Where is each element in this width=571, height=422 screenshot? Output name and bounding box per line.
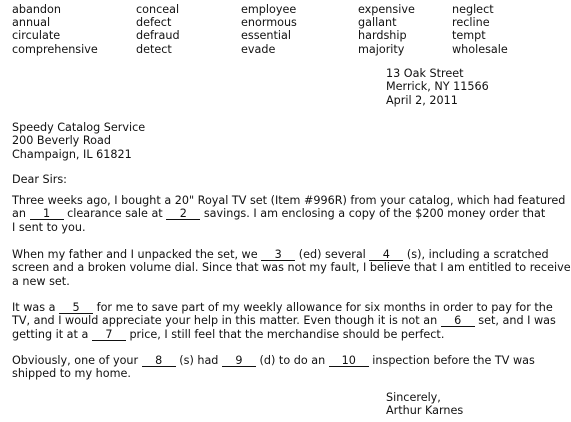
- answer-blank-6[interactable]: 6: [441, 315, 475, 327]
- closing: [386, 391, 463, 418]
- answer-blank-8[interactable]: 8: [142, 355, 176, 367]
- valediction: Sincerely,: [386, 391, 441, 404]
- answer-blank-2[interactable]: 2: [166, 208, 200, 220]
- paragraph-4: [12, 354, 535, 381]
- text-run: inspection before the TV was: [372, 354, 535, 367]
- text-run: price, I still feel that the merchandise should be perfect.: [129, 327, 445, 341]
- salutation: [12, 173, 67, 186]
- word-bank-word: circulate: [12, 29, 61, 43]
- text-run: When my father and I unpacked the set, we: [12, 248, 258, 261]
- word-bank-column: [452, 3, 508, 56]
- text-run: savings. I am enclosing a copy of the $200 money order that: [203, 207, 546, 221]
- word-bank-column: [241, 3, 297, 56]
- answer-blank-5[interactable]: 5: [59, 302, 93, 314]
- word-bank-word: conceal: [136, 3, 180, 16]
- text-run: It was a: [12, 301, 56, 314]
- answer-blank-3[interactable]: 3: [261, 249, 295, 261]
- paragraph-line: a new set.: [12, 274, 70, 288]
- answer-blank-10[interactable]: 10: [329, 355, 369, 367]
- word-bank-word: annual: [12, 16, 51, 30]
- paragraph-line: [12, 301, 553, 314]
- paragraph-line: [12, 207, 546, 221]
- word-bank-word: defraud: [136, 29, 180, 43]
- word-bank-column: [136, 3, 180, 56]
- signature: Arthur Karnes: [386, 404, 464, 418]
- sender-city: Merrick, NY 11566: [386, 80, 489, 94]
- word-bank-word: evade: [241, 42, 276, 56]
- answer-blank-9[interactable]: 9: [222, 355, 256, 367]
- recipient-city: Champaign, IL 61821: [12, 147, 132, 161]
- word-bank-word: neglect: [452, 3, 494, 16]
- paragraph-line: Three weeks ago, I bought a 20" Royal TV set (Item #996R) from your catalog, which had featured: [12, 194, 566, 207]
- word-bank-word: hardship: [358, 29, 407, 43]
- text-run: TV, and I would appreciate your help in this matter. Even though it is not an: [12, 314, 438, 328]
- word-bank-word: majority: [358, 42, 405, 56]
- recipient-street: 200 Beverly Road: [12, 134, 111, 148]
- text-run: for me to save part of my weekly allowance for six months in order to pay for the: [96, 301, 553, 314]
- text-run: (s) had: [179, 354, 219, 367]
- word-bank-column: [358, 3, 415, 56]
- word-bank-word: expensive: [358, 3, 415, 16]
- salutation-text: Dear Sirs:: [12, 173, 67, 186]
- text-run: Obviously, one of your: [12, 354, 139, 367]
- answer-blank-7[interactable]: 7: [92, 329, 126, 341]
- word-bank-word: comprehensive: [12, 42, 98, 56]
- paragraph-line: [12, 314, 556, 328]
- text-run: set, and I was: [478, 314, 556, 328]
- text-run: (d) to do an: [259, 354, 326, 367]
- word-bank-word: detect: [136, 42, 172, 56]
- letter-date: April 2, 2011: [386, 93, 458, 107]
- text-run: (s), including a scratched: [406, 248, 549, 261]
- word-bank-word: gallant: [358, 16, 397, 30]
- word-bank-word: abandon: [12, 3, 61, 16]
- word-bank-column: [12, 3, 98, 56]
- text-run: (ed) several: [298, 248, 366, 261]
- sender-address: [386, 67, 489, 107]
- word-bank-word: essential: [241, 29, 291, 43]
- answer-blank-1[interactable]: 1: [30, 208, 64, 220]
- word-bank-word: tempt: [452, 29, 486, 43]
- word-bank-word: enormous: [241, 16, 297, 30]
- recipient-name: Speedy Catalog Service: [12, 121, 146, 134]
- word-bank: [12, 3, 532, 57]
- paragraph-line: [12, 328, 526, 341]
- sender-street: 13 Oak Street: [386, 67, 464, 80]
- paragraph-3: [12, 301, 556, 341]
- paragraph-line: screen and a broken volume dial. Since that was not my fault, I believe that I am entitled to receive: [12, 261, 571, 275]
- paragraph-line: [12, 248, 549, 261]
- text-run: an: [12, 207, 26, 221]
- answer-blank-4[interactable]: 4: [369, 249, 403, 261]
- paragraph-line: shipped to my home.: [12, 367, 131, 381]
- paragraph-line: [12, 354, 535, 367]
- paragraph-2: [12, 248, 571, 288]
- text-run: getting it at a: [12, 327, 89, 341]
- text-run: clearance sale at: [67, 207, 163, 221]
- word-bank-word: recline: [452, 16, 490, 30]
- word-bank-word: employee: [241, 3, 297, 16]
- paragraph-1: [12, 194, 566, 234]
- recipient-address: [12, 121, 145, 161]
- paragraph-line: I sent to you.: [12, 220, 86, 234]
- word-bank-word: wholesale: [452, 42, 508, 56]
- word-bank-word: defect: [136, 16, 172, 30]
